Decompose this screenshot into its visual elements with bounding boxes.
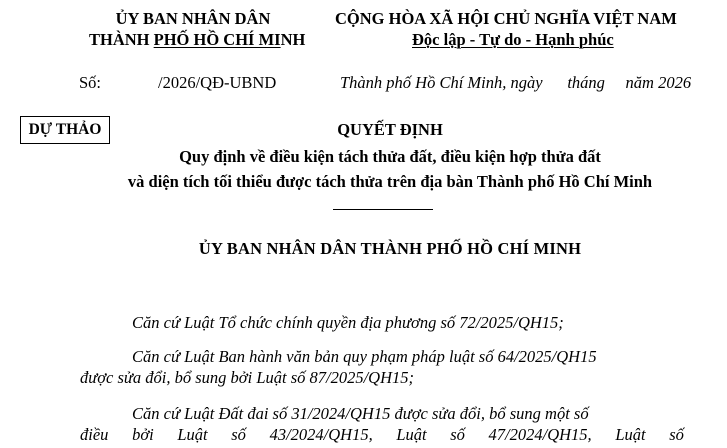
basis-3-word: 43/2024/QH15, xyxy=(269,425,373,444)
basis-3-word: điều xyxy=(80,425,109,444)
issuer-line-1: ỦY BAN NHÂN DÂN xyxy=(115,9,271,28)
basis-3-word: Luật xyxy=(177,425,208,444)
basis-3-word: số xyxy=(231,425,246,444)
decision-subtitle-line-1: Quy định về điều kiện tách thửa đất, điều kiện hợp thửa đất xyxy=(179,147,601,166)
authority-heading: ỦY BAN NHÂN DÂN THÀNH PHỐ HỒ CHÍ MINH xyxy=(198,239,582,258)
basis-3-word: số xyxy=(669,425,684,444)
national-motto-line-1: CỘNG HÒA XÃ HỘI CHỦ NGHĨA VIỆT NAM xyxy=(335,9,677,28)
document-number-label: Số: xyxy=(79,73,102,92)
issuer-line-2-prefix: THÀNH xyxy=(89,30,154,49)
legal-basis-1: Căn cứ Luật Tổ chức chính quyền địa phương số 72/2025/QH15; xyxy=(132,313,564,332)
place-and-date: Thành phố Hồ Chí Minh, ngày tháng năm 2026 xyxy=(340,73,692,92)
basis-3-word: 47/2024/QH15, xyxy=(488,425,592,444)
issuer-line-2-underlined: PHỐ HỒ CHÍ MI xyxy=(153,30,281,49)
national-motto-line-2: Độc lập - Tự do - Hạnh phúc xyxy=(412,30,614,49)
legal-basis-2-line-2: được sửa đổi, bổ sung bởi Luật số 87/2025/QH15; xyxy=(80,368,414,387)
basis-3-word: Luật xyxy=(615,425,646,444)
basis-3-word: bởi xyxy=(132,425,154,444)
issuer-line-2 xyxy=(89,30,305,50)
draft-stamp: DỰ THẢO xyxy=(20,116,110,144)
legal-basis-3-line-2 xyxy=(80,425,684,445)
basis-3-word: số xyxy=(450,425,465,444)
legal-basis-2-line-1: Căn cứ Luật Ban hành văn bản quy phạm pháp luật số 64/2025/QH15 xyxy=(132,347,597,366)
basis-3-word: Luật xyxy=(396,425,427,444)
issuer-line-2-suffix: NH xyxy=(280,30,306,49)
document-number-value: /2026/QĐ-UBND xyxy=(158,73,277,92)
title-separator-rule xyxy=(333,209,433,210)
legal-basis-3-line-1: Căn cứ Luật Đất đai số 31/2024/QH15 được sửa đổi, bổ sung một số xyxy=(132,404,589,423)
decision-title: QUYẾT ĐỊNH xyxy=(337,120,443,139)
decision-subtitle-line-2: và diện tích tối thiểu được tách thửa trên địa bàn Thành phố Hồ Chí Minh xyxy=(127,172,653,191)
